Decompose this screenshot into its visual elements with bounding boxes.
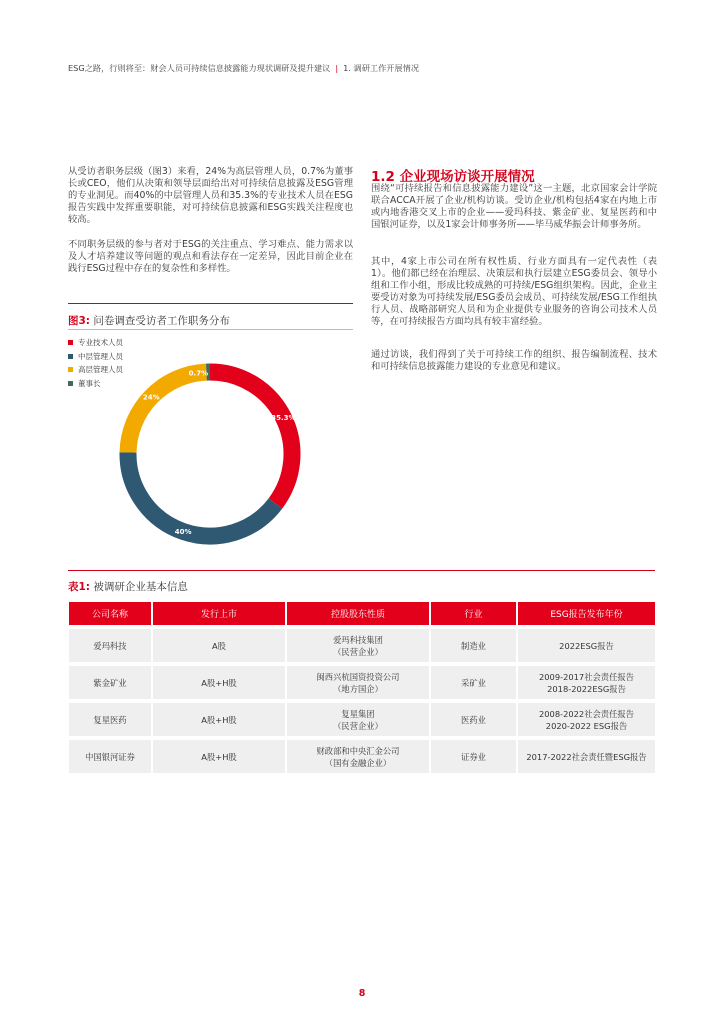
table-cell: 2022ESG报告 (517, 627, 655, 664)
table-cell: 爱玛科技 (69, 627, 152, 664)
table-header-cell: 控股股东性质 (286, 602, 430, 627)
running-section: 1. 调研工作开展情况 (343, 63, 420, 73)
slice-value-label: 40% (174, 527, 192, 536)
body-paragraph-5: 通过访谈，我们得到了关于可持续工作的组织、报告编制流程、技术和可持续信息披露能力建设的专业意见和建议。 (371, 349, 657, 372)
table-cell: A股+H股 (152, 738, 286, 773)
section-title: 1.2 企业现场访谈开展情况 (371, 169, 535, 185)
donut-slice (128, 452, 275, 536)
body-paragraph-2: 不同职务层级的参与者对于ESG的关注重点、学习难点、能力需求以及人才培养建议等问题的观点和看法存在一定差异，因此目前企业在践行ESG过程中存在的复杂性和多样性。 (68, 239, 353, 274)
table-cell: 复星集团 （民营企业） (286, 701, 430, 738)
figure-title-rule (68, 329, 353, 330)
table-header-cell: 公司名称 (69, 602, 152, 627)
table-top-rule (68, 570, 655, 571)
page-number: 8 (358, 988, 366, 999)
legend-swatch (68, 381, 73, 386)
table-header-row (69, 602, 655, 627)
table-cell: 财政部和中央汇金公司 （国有金融企业） (286, 738, 430, 773)
table-cell: 医药业 (430, 701, 517, 738)
figure-caption: 问卷调查受访者工作职务分布 (90, 315, 230, 327)
table-cell: 2008-2022社会责任报告 2020-2022 ESG报告 (517, 701, 655, 738)
table-header-cell: ESG报告发布年份 (517, 602, 655, 627)
table-caption: 被调研企业基本信息 (90, 581, 188, 593)
body-paragraph-1: 从受访者职务层级（图3）来看，24%为高层管理人员，0.7%为董事长或CEO，他们从决策和领导层面给出对可持续信息披露及ESG管理的专业洞见。而40%的中层管理人员和35.3%的专业技术人员在ESG报告实践中发挥重要职能，对可持续信息披露和ESG实践关注程度也较高。 (68, 166, 353, 225)
table-title (68, 579, 188, 594)
table-row (69, 738, 655, 773)
legend-swatch (68, 340, 73, 345)
donut-slice (210, 372, 292, 503)
header-separator: | (335, 63, 339, 73)
table-cell: 证券业 (430, 738, 517, 773)
figure-title (68, 313, 230, 328)
table-cell: 爱玛科技集团 （民营企业） (286, 627, 430, 664)
table-cell: 2017-2022社会责任暨ESG报告 (517, 738, 655, 773)
running-title: ESG之路，行则将至：财会人员可持续信息披露能力现状调研及提升建议 (68, 63, 331, 73)
donut-chart (100, 347, 320, 557)
slice-value-label: 24% (142, 393, 160, 402)
table-row (69, 701, 655, 738)
legend-swatch (68, 354, 73, 359)
figure-top-rule (68, 303, 353, 304)
legend-label: 董事长 (78, 378, 101, 388)
company-info-table (69, 602, 655, 773)
body-paragraph-3: 围绕“可持续报告和信息披露能力建设”这一主题，北京国家会计学院联合ACCA开展了企业/机构访谈。受访企业/机构包括4家在内地上市或内地香港交叉上市的企业——爱玛科技、紫金矿业、复星医药和中国银河证券，以及1家会计师事务所——毕马威华振会计师事务所。 (371, 183, 657, 230)
table-cell: 复星医药 (69, 701, 152, 738)
table-cell: 制造业 (430, 627, 517, 664)
slice-value-label: 35.3% (271, 413, 296, 422)
legend-label: 专业技术人员 (78, 338, 123, 348)
running-header (68, 63, 419, 74)
slice-value-label: 0.7% (188, 369, 209, 378)
table-cell: A股 (152, 627, 286, 664)
table-cell: A股+H股 (152, 664, 286, 701)
table-cell: 采矿业 (430, 664, 517, 701)
legend-label: 中层管理人员 (78, 351, 123, 361)
legend-swatch (68, 367, 73, 372)
figure-label: 图3: (68, 315, 91, 327)
donut-slice (128, 372, 206, 452)
legend-label: 高层管理人员 (78, 365, 123, 375)
table-cell: 紫金矿业 (69, 664, 152, 701)
body-paragraph-4: 其中，4家上市公司在所有权性质、行业方面具有一定代表性（表1）。他们都已经在治理层、决策层和执行层建立ESG委员会、领导小组和工作小组，形成比较成熟的可持续/ESG组织架构。因此，企业主要受访对象为可持续发展/ESG委员会成员、可持续发展/ESG工作组执行人员、战略部研究人员和为企业提供专业服务的咨询公司技术人员等，在可持续报告方面均具有较丰富经验。 (371, 256, 657, 327)
table-cell: 2009-2017社会责任报告 2018-2022ESG报告 (517, 664, 655, 701)
table-cell: 中国银河证券 (69, 738, 152, 773)
table-cell: A股+H股 (152, 701, 286, 738)
table-header-cell: 行业 (430, 602, 517, 627)
table-header-cell: 发行上市 (152, 602, 286, 627)
table-row (69, 664, 655, 701)
table-row (69, 627, 655, 664)
table-label: 表1: (68, 581, 91, 593)
table-cell: 闽西兴杭国资投资公司 （地方国企） (286, 664, 430, 701)
